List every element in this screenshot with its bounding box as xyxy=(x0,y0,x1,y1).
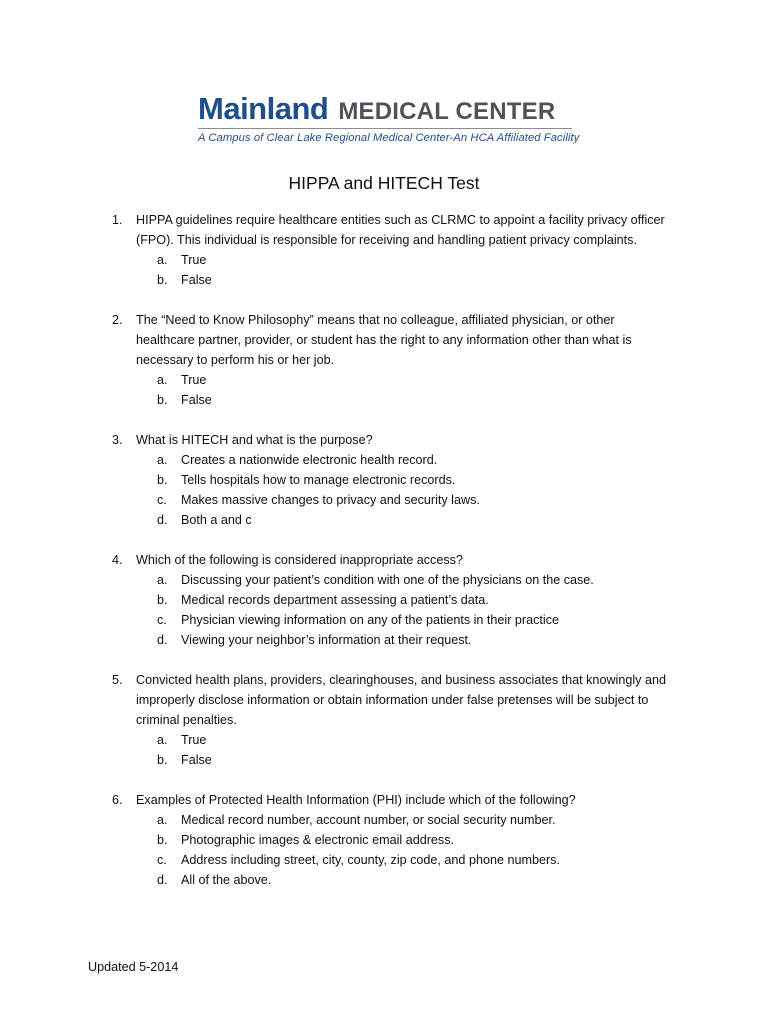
answer-option xyxy=(136,610,672,630)
option-text: False xyxy=(181,273,212,287)
option-letter: c. xyxy=(157,493,167,507)
document-title: HIPPA and HITECH Test xyxy=(288,173,480,193)
question-body xyxy=(136,210,672,290)
option-text: Both a and c xyxy=(181,513,252,527)
question-text: Convicted health plans, providers, clearinghouses, and business associates that knowingly and improperly disclose information or obtain information under false pretenses will be subject to criminal penalties. xyxy=(136,673,666,727)
option-letter: b. xyxy=(157,833,168,847)
answer-option xyxy=(136,450,672,470)
answer-option xyxy=(136,750,672,770)
question-item xyxy=(112,790,672,890)
answer-option xyxy=(136,370,672,390)
question-text: HIPPA guidelines require healthcare entities such as CLRMC to appoint a facility privacy officer (FPO). This individual is responsible for receiving and handling patient privacy complaints. xyxy=(136,213,665,247)
option-letter: b. xyxy=(157,273,168,287)
answer-option xyxy=(136,630,672,650)
answer-option xyxy=(136,590,672,610)
option-text: Photographic images & electronic email address. xyxy=(181,833,455,847)
logo-tagline: A Campus of Clear Lake Regional Medical Center-An HCA Affiliated Facility xyxy=(198,132,580,144)
answer-option xyxy=(136,490,672,510)
question-item xyxy=(112,550,672,650)
answer-options xyxy=(136,810,672,890)
question-body xyxy=(136,550,672,650)
question-number: 5. xyxy=(112,673,123,687)
answer-option xyxy=(136,570,672,590)
option-text: Discussing your patient’s condition with one of the physicians on the case. xyxy=(181,573,594,587)
option-text: Viewing your neighbor’s information at their request. xyxy=(181,633,472,647)
question-text: The “Need to Know Philosophy” means that no colleague, affiliated physician, or other healthcare partner, provider, or student has the right to any information other than what is necessary to perform his or her job. xyxy=(136,313,632,367)
answer-option xyxy=(136,870,672,890)
question-item xyxy=(112,310,672,410)
option-letter: c. xyxy=(157,613,167,627)
question-number: 3. xyxy=(112,433,123,447)
question-item xyxy=(112,670,672,770)
option-letter: b. xyxy=(157,473,168,487)
question-text: What is HITECH and what is the purpose? xyxy=(136,433,373,447)
option-text: True xyxy=(181,373,207,387)
question-body xyxy=(136,670,672,770)
option-text: True xyxy=(181,733,207,747)
option-letter: d. xyxy=(157,513,168,527)
question-number: 1. xyxy=(112,213,123,227)
answer-option xyxy=(136,810,672,830)
answer-options xyxy=(136,730,672,770)
option-letter: a. xyxy=(157,813,168,827)
option-letter: b. xyxy=(157,753,168,767)
option-text: Medical records department assessing a patient’s data. xyxy=(181,593,489,607)
question-list xyxy=(112,210,672,910)
option-text: False xyxy=(181,393,212,407)
question-item xyxy=(112,210,672,290)
answer-option xyxy=(136,250,672,270)
option-letter: a. xyxy=(157,453,168,467)
option-letter: d. xyxy=(157,633,168,647)
question-body xyxy=(136,430,672,530)
option-letter: b. xyxy=(157,393,168,407)
answer-options xyxy=(136,250,672,290)
answer-options xyxy=(136,570,672,650)
answer-options xyxy=(136,370,672,410)
answer-option xyxy=(136,470,672,490)
answer-option xyxy=(136,850,672,870)
question-number: 4. xyxy=(112,553,123,567)
question-number: 6. xyxy=(112,793,123,807)
answer-options xyxy=(136,450,672,530)
answer-option xyxy=(136,390,672,410)
option-letter: a. xyxy=(157,373,168,387)
question-text: Examples of Protected Health Information (PHI) include which of the following? xyxy=(136,793,576,807)
option-text: Makes massive changes to privacy and security laws. xyxy=(181,493,480,507)
option-text: Tells hospitals how to manage electronic records. xyxy=(181,473,456,487)
question-number: 2. xyxy=(112,313,123,327)
option-text: True xyxy=(181,253,207,267)
option-text: Medical record number, account number, or social security number. xyxy=(181,813,556,827)
logo-wordmark xyxy=(198,92,578,126)
logo-sub-text: MEDICAL CENTER xyxy=(338,98,556,125)
option-text: Address including street, city, county, zip code, and phone numbers. xyxy=(181,853,560,867)
question-text: Which of the following is considered inappropriate access? xyxy=(136,553,463,567)
answer-option xyxy=(136,730,672,750)
question-item xyxy=(112,430,672,530)
option-letter: c. xyxy=(157,853,167,867)
option-letter: a. xyxy=(157,253,168,267)
option-text: Creates a nationwide electronic health record. xyxy=(181,453,438,467)
option-letter: b. xyxy=(157,593,168,607)
option-letter: d. xyxy=(157,873,168,887)
answer-option xyxy=(136,830,672,850)
hospital-logo xyxy=(198,92,578,144)
updated-date: Updated 5-2014 xyxy=(88,960,179,974)
question-body xyxy=(136,310,672,410)
logo-divider xyxy=(198,128,572,129)
logo-main-text: Mainland xyxy=(198,91,329,126)
option-letter: a. xyxy=(157,733,168,747)
question-body xyxy=(136,790,672,890)
option-text: All of the above. xyxy=(181,873,272,887)
option-text: False xyxy=(181,753,212,767)
option-text: Physician viewing information on any of the patients in their practice xyxy=(181,613,560,627)
answer-option xyxy=(136,270,672,290)
answer-option xyxy=(136,510,672,530)
option-letter: a. xyxy=(157,573,168,587)
